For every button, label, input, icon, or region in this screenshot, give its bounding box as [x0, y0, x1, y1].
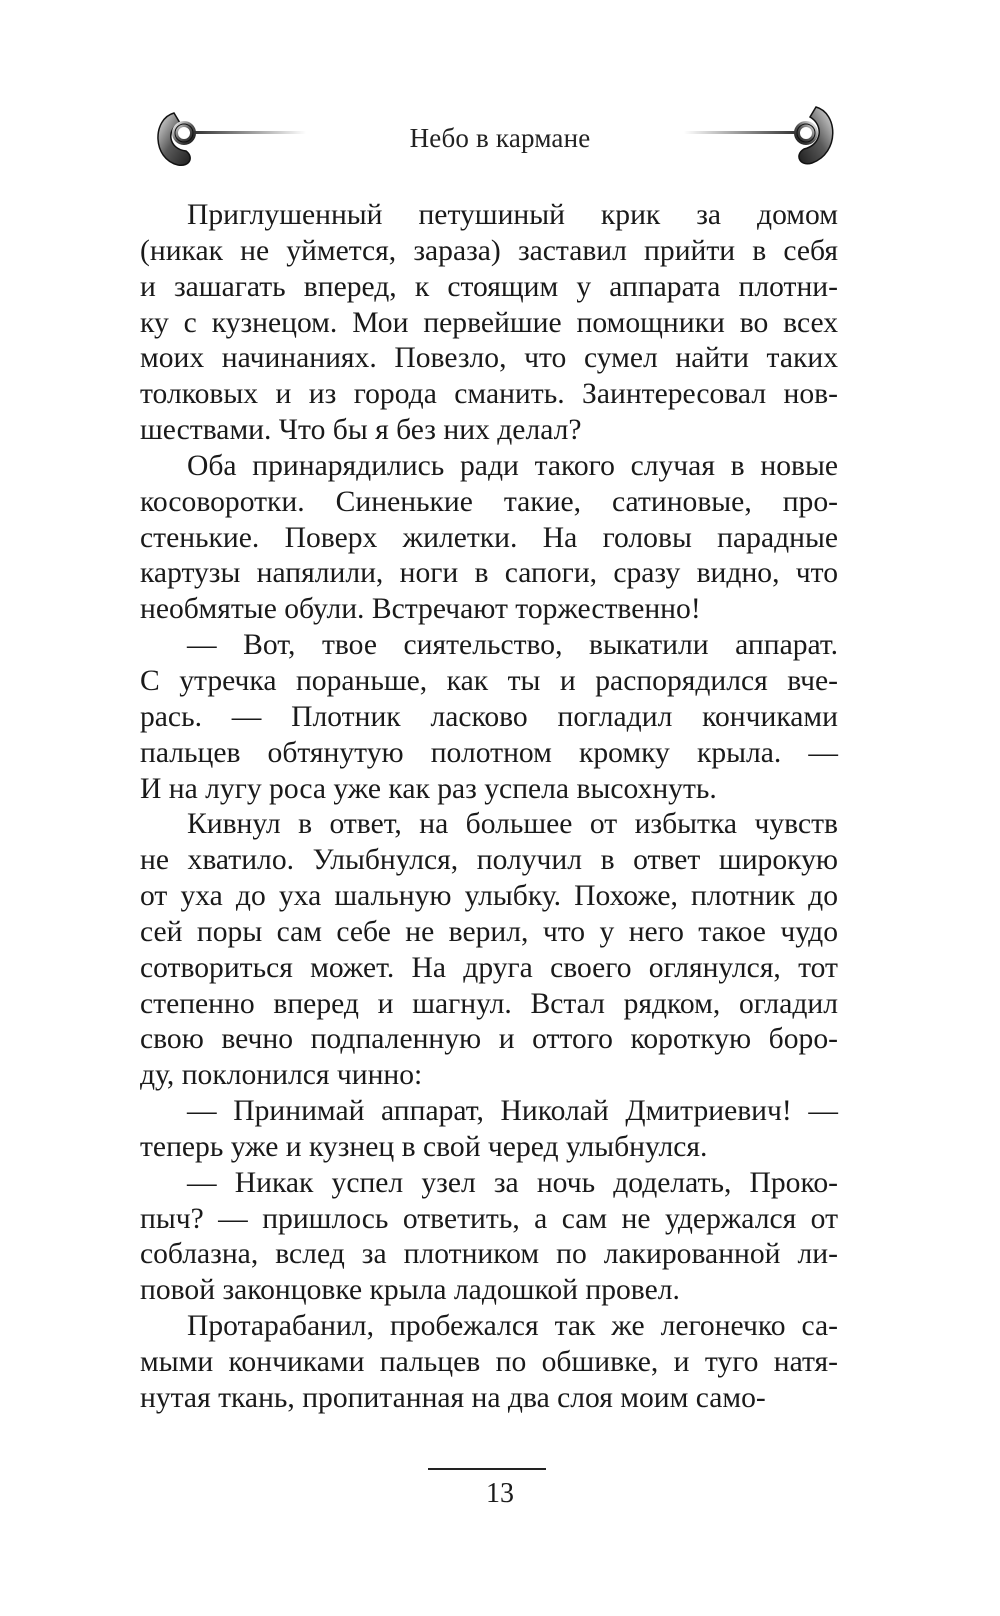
- paragraph: [140, 807, 838, 1094]
- text-line: толковых и из города сманить. Заинтересовал нов-: [140, 378, 838, 411]
- text-line: И на лугу роса уже как раз успела высохнуть.: [140, 772, 717, 805]
- paragraph: [140, 1309, 838, 1417]
- text-line: — Никак успел узел за ночь доделать, Проко-: [187, 1166, 838, 1199]
- text-line: моих начинаниях. Повезло, что сумел найти таких: [140, 342, 838, 375]
- page-number: 13: [486, 1478, 514, 1509]
- text-line: Протарабанил, пробежался так же легонечко са-: [187, 1310, 838, 1343]
- text-line: и зашагать вперед, к стоящим у аппарата плотни-: [140, 270, 838, 303]
- body-text: [140, 198, 838, 1417]
- text-line: Кивнул в ответ, на большее от избытка чувств: [187, 808, 838, 841]
- text-line: нутая ткань, пропитанная на два слоя моим само-: [140, 1381, 766, 1414]
- text-line: сотвориться может. На друга своего оглянулся, тот: [140, 951, 838, 984]
- text-line: степенно вперед и шагнул. Встал рядком, огладил: [140, 987, 838, 1020]
- text-line: Приглушенный петушиный крик за домом: [187, 199, 838, 231]
- text-line: Оба принарядились ради такого случая в новые: [187, 449, 838, 482]
- right-ornament-icon: [680, 95, 840, 175]
- running-title: Небо в кармане: [409, 123, 591, 153]
- text-line: шествами. Что бы я без них делал?: [140, 414, 582, 447]
- text-line: (никак не уймется, зараза) заставил прийти в себя: [140, 234, 838, 267]
- text-line: соблазна, вслед за плотником по лакированной ли-: [140, 1238, 838, 1271]
- text-line: пальцев обтянутую полотном кромку крыла. —: [140, 736, 838, 769]
- text-line: картузы напялили, ноги в сапоги, сразу видно, что: [140, 557, 838, 590]
- text-line: свою вечно подпаленную и оттого короткую боро-: [140, 1023, 838, 1056]
- text-line: мыми кончиками пальцев по обшивке, и туго натя-: [140, 1346, 838, 1378]
- text-line: сей поры сам себе не верил, что у него такое чудо: [140, 915, 838, 948]
- text-line: С утречка пораньше, как ты и распорядился вче-: [140, 664, 838, 697]
- text-line: — Принимай аппарат, Николай Дмитриевич! —: [187, 1095, 838, 1128]
- text-line: необмятые обули. Встречают торжественно!: [140, 593, 701, 626]
- text-line: повой законцовке крыла ладошкой провел.: [140, 1274, 680, 1307]
- text-line: пыч? — пришлось ответить, а сам не удержался от: [140, 1202, 838, 1235]
- text-line: не хватило. Улыбнулся, получил в ответ широкую: [140, 844, 838, 877]
- paragraph: [140, 628, 838, 807]
- paragraph: [140, 198, 838, 449]
- page-header: [0, 95, 1000, 195]
- paragraph: [140, 1166, 838, 1309]
- text-line: косоворотки. Синенькие такие, сатиновые, про-: [140, 485, 838, 518]
- text-line: теперь уже и кузнец в свой черед улыбнулся.: [140, 1130, 708, 1163]
- text-line: ку с кузнецом. Мои первейшие помощники во всех: [140, 306, 838, 339]
- paragraph: [140, 1094, 838, 1166]
- text-line: рась. — Плотник ласково погладил кончиками: [140, 700, 838, 733]
- paragraph: [140, 449, 838, 628]
- footer-rule: [428, 1468, 546, 1470]
- text-line: ду, поклонился чинно:: [140, 1059, 423, 1092]
- text-line: от уха до уха шальную улыбку. Похоже, плотник до: [140, 880, 838, 913]
- text-line: стенькие. Поверх жилетки. На головы парадные: [140, 521, 838, 554]
- text-line: — Вот, твое сиятельство, выкатили аппарат.: [187, 629, 838, 662]
